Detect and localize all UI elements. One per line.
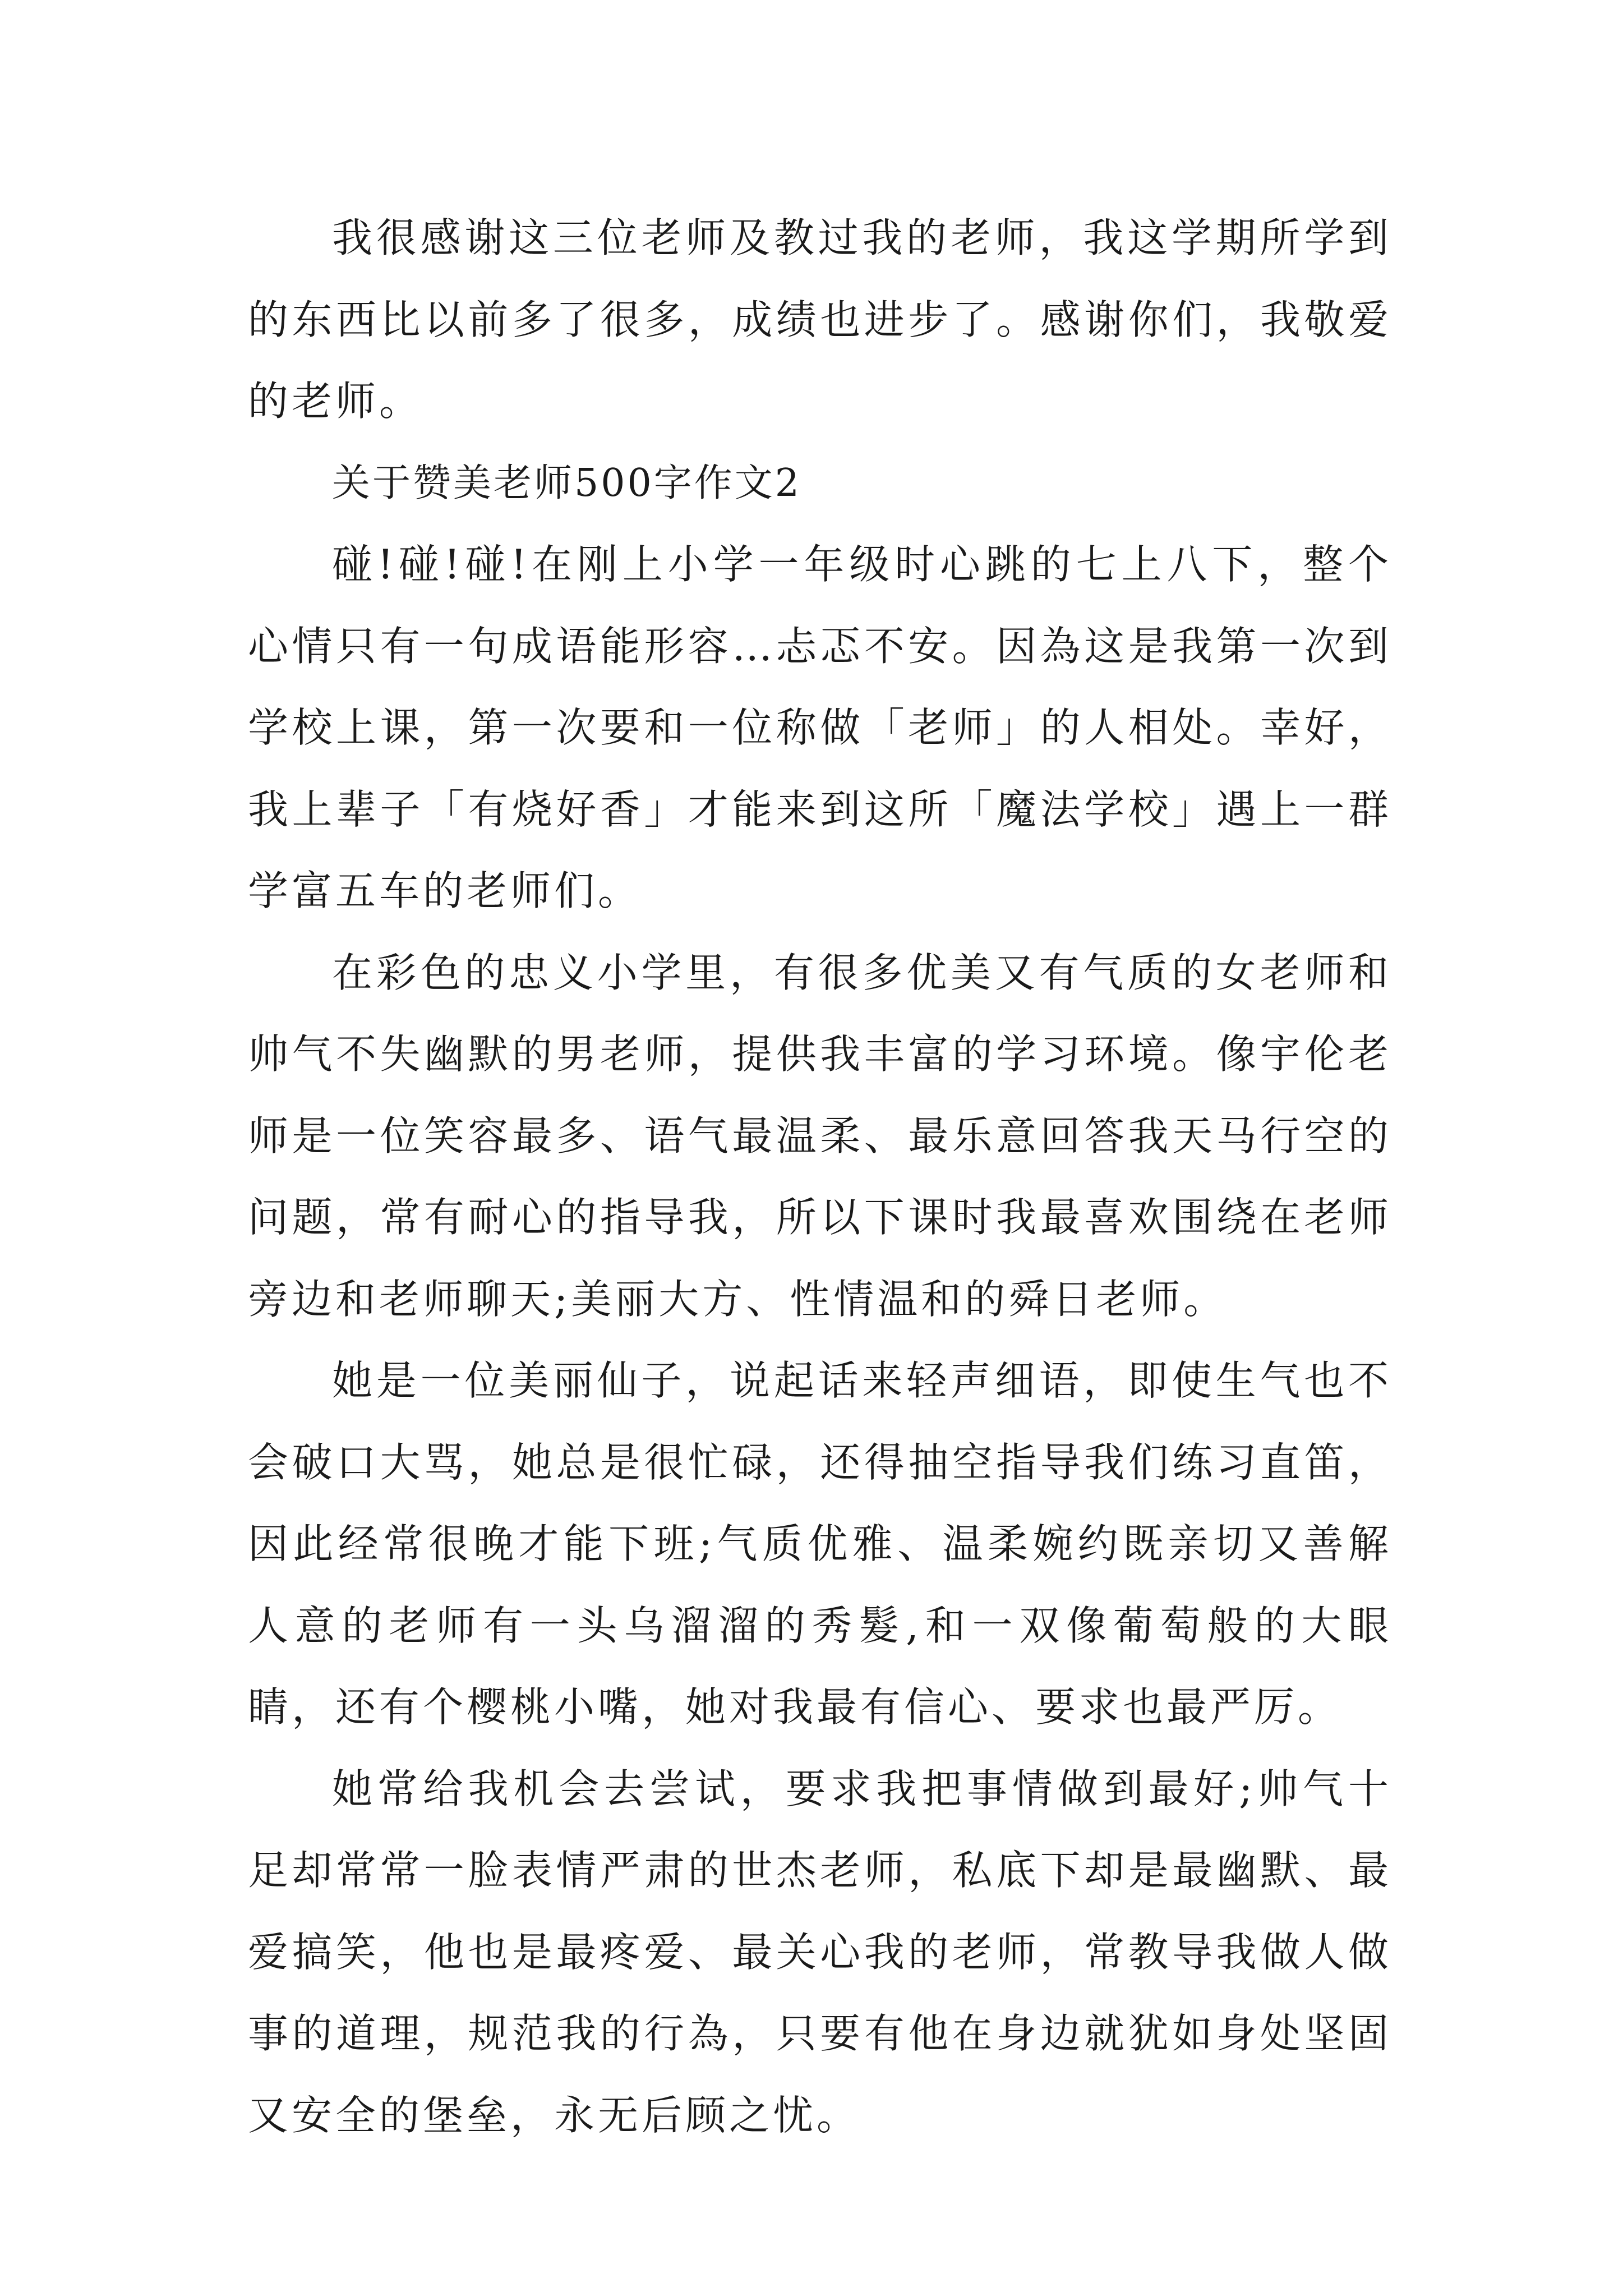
paragraph-fairy-teacher: 她是一位美丽仙子，说起话来轻声细语，即使生气也不会破口大骂，她总是很忙碌，还得抽空指导我们练习直笛，因此经常很晚才能下班;气质优雅、温柔婉约既亲切又善解人意的老师有一头乌溜溜的秀髮,和一双像葡萄般的大眼睛，还有个樱桃小嘴，她对我最有信心、要求也最严厉。	[248, 1357, 1392, 1731]
paragraph-thanks: 我很感谢这三位老师及教过我的老师，我这学期所学到的东西比以前多了很多，成绩也进步了。感谢你们，我敬爱的老师。	[248, 214, 1392, 425]
paragraph-teachers: 在彩色的忠义小学里，有很多优美又有气质的女老师和帅气不失幽默的男老师，提供我丰富的学习环境。像宇伦老师是一位笑容最多、语气最温柔、最乐意回答我天马行空的问题，常有耐心的指导我，所以下课时我最喜欢围绕在老师旁边和老师聊天;美丽大方、性情温和的舜日老师。	[248, 949, 1392, 1323]
paragraph-first-day: 碰!碰!碰!在刚上小学一年级时心跳的七上八下，整个心情只有一句成语能形容…忐忑不安。因為这是我第一次到学校上课，第一次要和一位称做「老师」的人相处。幸好，我上辈子「有烧好香」才能来到这所「魔法学校」遇上一群学富五车的老师们。	[248, 541, 1392, 914]
document-body	[248, 197, 1392, 2156]
essay-heading: 关于赞美老师500字作文2	[332, 461, 802, 505]
paragraph-shijie-teacher: 她常给我机会去尝试，要求我把事情做到最好;帅气十足却常常一脸表情严肃的世杰老师，私底下却是最幽默、最爱搞笑，他也是最疼爱、最关心我的老师，常教导我做人做事的道理，规范我的行為，只要有他在身边就犹如身处坚固又安全的堡垒，永无后顾之忧。	[248, 1765, 1392, 2139]
